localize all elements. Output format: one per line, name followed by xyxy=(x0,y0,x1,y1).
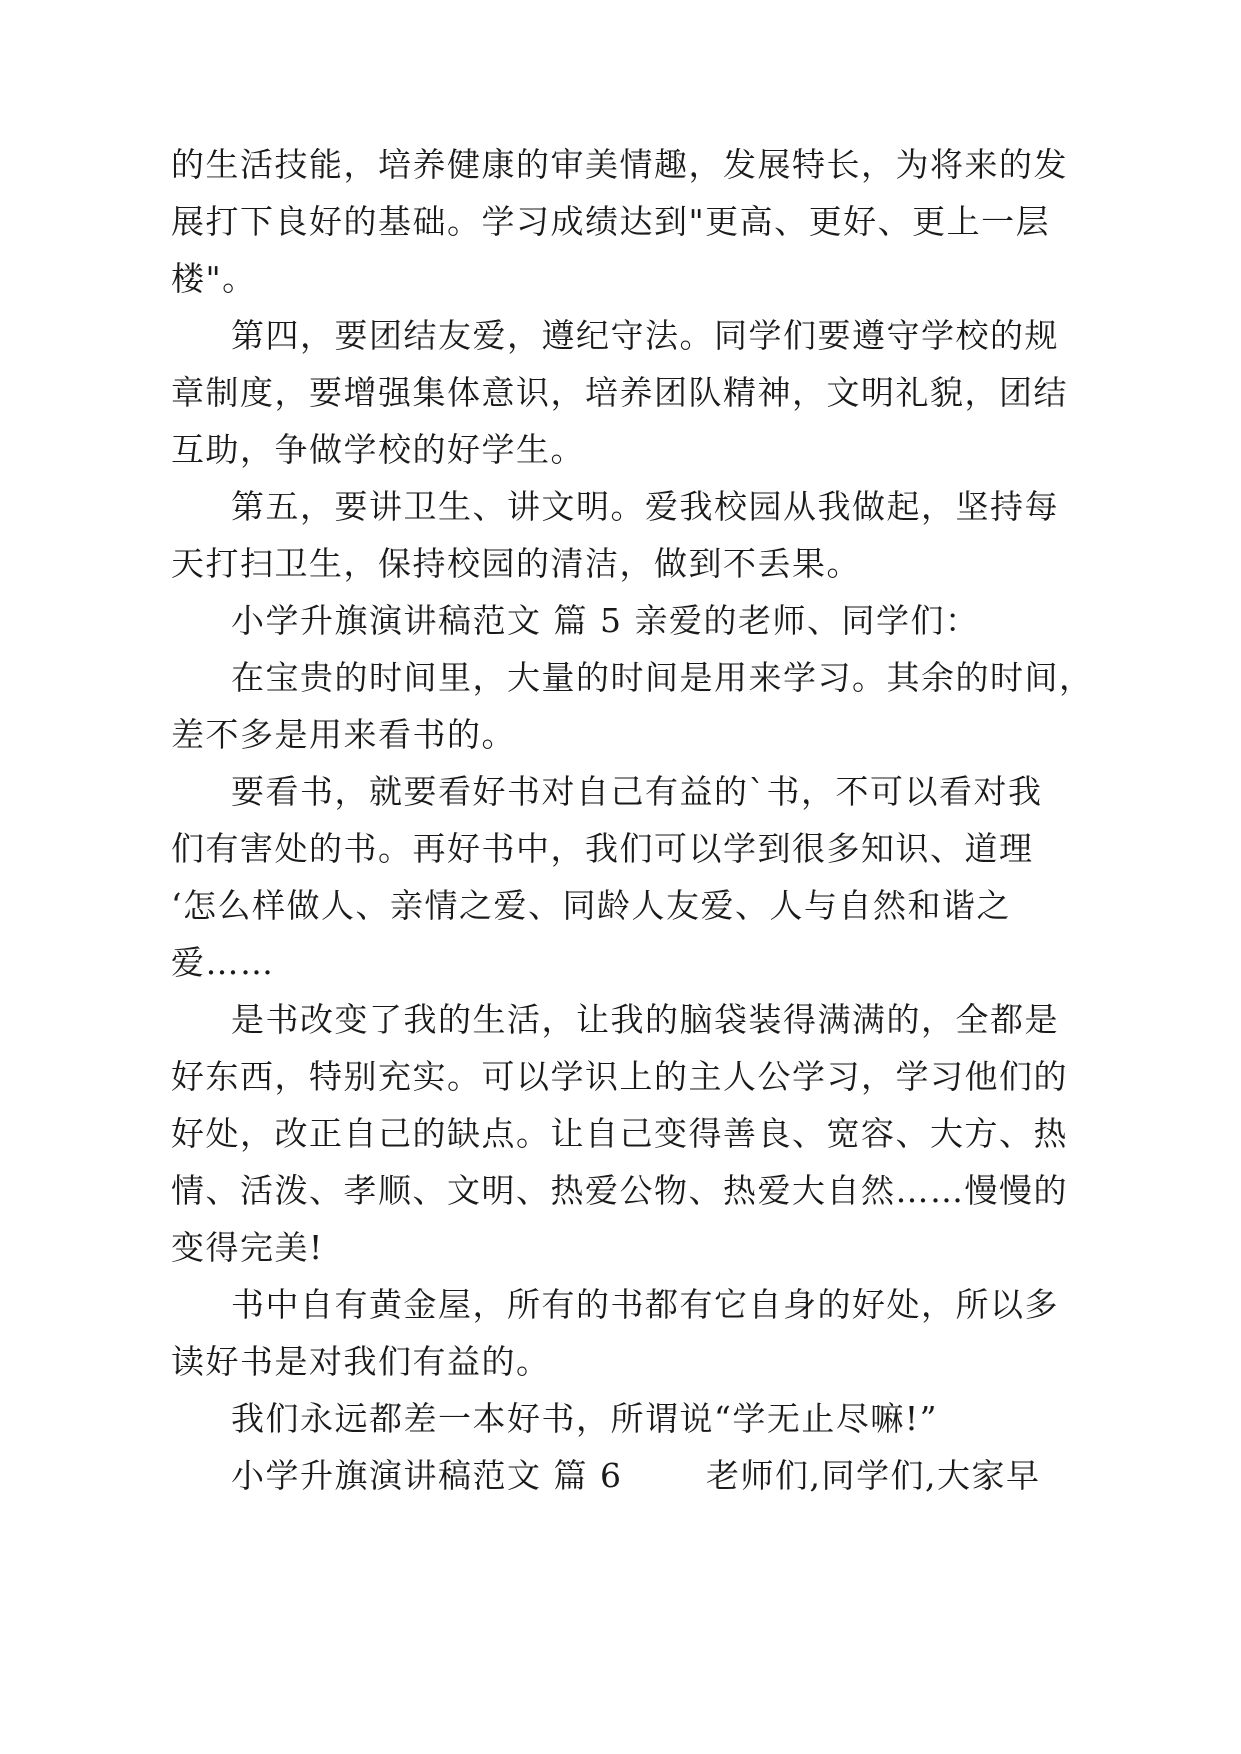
text-line xyxy=(0,1104,1241,1164)
text-line xyxy=(0,1275,1241,1335)
text-line xyxy=(0,1389,1241,1449)
text-line-content: 在宝贵的时间里，大量的时间是用来学习。其余的时间， xyxy=(231,658,1094,697)
text-line-content: 爱…… xyxy=(171,943,275,982)
text-line xyxy=(0,420,1241,480)
text-line-content: 楼"。 xyxy=(171,259,257,298)
text-line-content: 好东西，特别充实。可以学识上的主人公学习，学习他们的 xyxy=(171,1057,1068,1096)
text-line xyxy=(0,363,1241,423)
text-line-content: 章制度，要增强集体意识，培养团队精神，文明礼貌，团结 xyxy=(171,373,1068,412)
text-line-content: 读好书是对我们有益的。 xyxy=(171,1342,551,1381)
text-line xyxy=(0,876,1241,936)
greeting-text: 老师们,同学们,大家早 xyxy=(706,1456,1041,1495)
text-line-content: 展打下良好的基础。学习成绩达到"更高、更好、更上一层 xyxy=(171,202,1051,241)
text-line xyxy=(0,1161,1241,1221)
text-line-content: 好处，改正自己的缺点。让自己变得善良、宽容、大方、热 xyxy=(171,1114,1068,1153)
text-line xyxy=(0,648,1241,708)
text-line xyxy=(0,705,1241,765)
text-line-content: 我们永远都差一本好书，所谓说“学无止尽嘛!” xyxy=(231,1399,939,1438)
text-line-content: 情、活泼、孝顺、文明、热爱公物、热爱大自然……慢慢的 xyxy=(171,1171,1068,1210)
text-line xyxy=(0,306,1241,366)
section-heading: 小学升旗演讲稿范文 篇 6 xyxy=(231,1456,623,1495)
text-line xyxy=(0,477,1241,537)
text-line xyxy=(0,1047,1241,1107)
text-line xyxy=(0,534,1241,594)
text-line xyxy=(0,1218,1241,1278)
text-line xyxy=(0,933,1241,993)
text-line-content: 第五，要讲卫生、讲文明。爱我校园从我做起，坚持每 xyxy=(231,487,1059,526)
text-line xyxy=(0,1332,1241,1392)
text-line-content: 天打扫卫生，保持校园的清洁，做到不丢果。 xyxy=(171,544,861,583)
text-line-content: ‘怎么样做人、亲情之爱、同龄人友爱、人与自然和谐之 xyxy=(171,886,1011,925)
text-line-content: 第四，要团结友爱，遵纪守法。同学们要遵守学校的规 xyxy=(231,316,1059,355)
text-line-content: 变得完美! xyxy=(171,1228,324,1267)
text-line xyxy=(0,591,1241,651)
text-line-content: 们有害处的书。再好书中，我们可以学到很多知识、道理 xyxy=(171,829,1034,868)
text-line xyxy=(0,990,1241,1050)
text-line-content: 小学升旗演讲稿范文 篇 5 亲爱的老师、同学们： xyxy=(231,601,980,640)
text-line-content: 的生活技能，培养健康的审美情趣，发展特长，为将来的发 xyxy=(171,145,1068,184)
text-line xyxy=(0,135,1241,195)
text-line xyxy=(0,249,1241,309)
text-line-content: 是书改变了我的生活，让我的脑袋装得满满的，全都是 xyxy=(231,1000,1059,1039)
text-line-content: 差不多是用来看书的。 xyxy=(171,715,516,754)
text-line xyxy=(0,192,1241,252)
text-line-content: 互助，争做学校的好学生。 xyxy=(171,430,585,469)
text-line-content: 书中自有黄金屋，所有的书都有它自身的好处，所以多 xyxy=(231,1285,1059,1324)
text-line xyxy=(0,762,1241,822)
text-line xyxy=(0,819,1241,879)
text-line-content: 要看书，就要看好书对自己有益的`书，不可以看对我 xyxy=(231,772,1043,811)
text-line xyxy=(0,1446,1241,1506)
